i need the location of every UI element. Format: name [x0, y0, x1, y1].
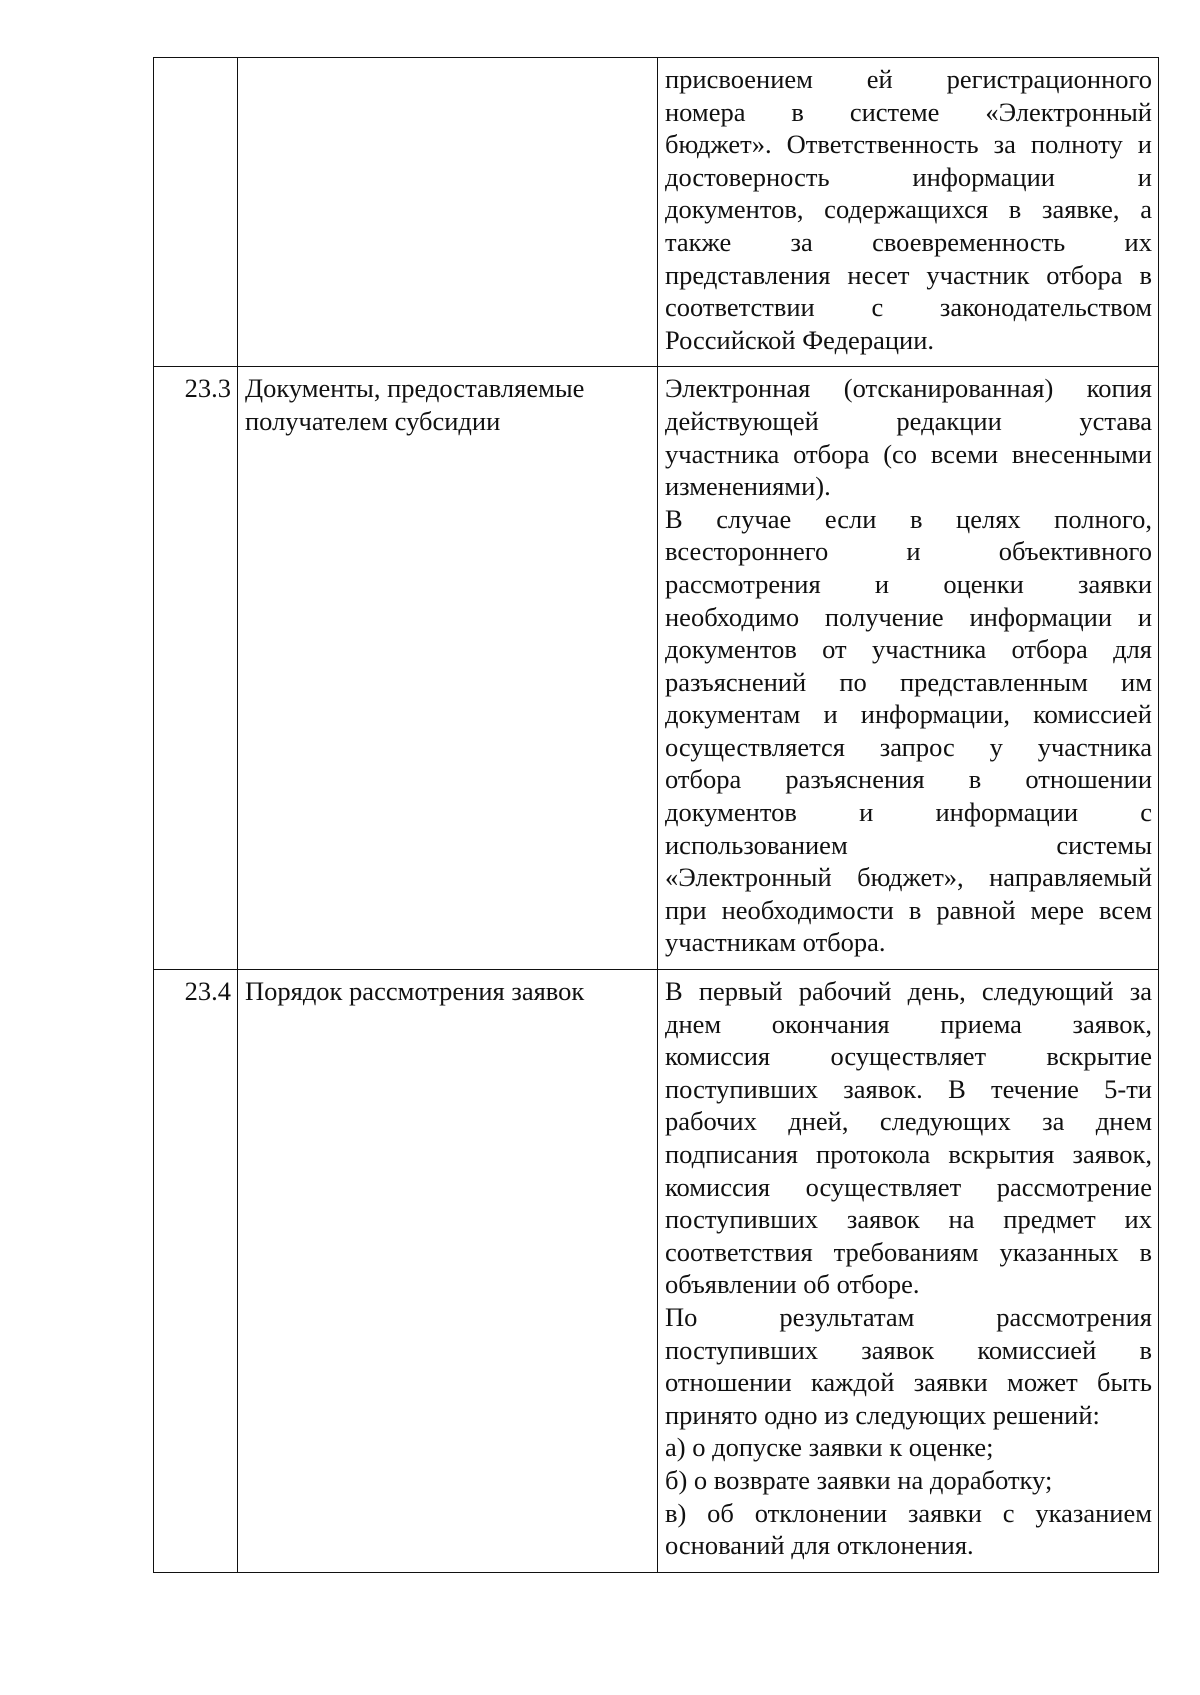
text-line: соответствия требованиям указанных в — [665, 1236, 1152, 1267]
row-description-cell — [658, 367, 1159, 970]
row-description-cell — [658, 970, 1159, 1573]
table-row-23-4 — [154, 970, 1159, 1573]
text-line: в) об отклонении заявки с указанием — [665, 1497, 1152, 1528]
text-line: участникам отбора. — [665, 927, 886, 958]
text-line: комиссия осуществляет рассмотрение — [665, 1171, 1152, 1202]
text-line: документов, содержащихся в заявке, а — [665, 194, 1152, 225]
text-line: Электронная (отсканированная) копия — [665, 373, 1152, 404]
text-line: объявлении об отборе. — [665, 1269, 920, 1300]
text-line: действующей редакции устава — [665, 405, 1152, 436]
row-number-cell: 23.4 — [154, 970, 238, 1573]
text-line: подписания протокола вскрытия заявок, — [665, 1139, 1152, 1169]
text-line: По результатам рассмотрения — [665, 1301, 1152, 1332]
row-name-cell: Порядок рассмотрения заявок — [238, 970, 658, 1573]
text-line: рассмотрения и оценки заявки — [665, 568, 1152, 599]
text-line: при необходимости в равной мере всем — [665, 894, 1152, 925]
table-row-continuation — [154, 58, 1159, 367]
text-line: соответствии с законодательством — [665, 292, 1152, 323]
text-line: а) о допуске заявки к оценке; — [665, 1432, 994, 1463]
text-line: всестороннего и объективного — [665, 536, 1152, 567]
text-line: Российской Федерации. — [665, 324, 934, 355]
text-line: рабочих дней, следующих за днем — [665, 1106, 1152, 1137]
text-line: принято одно из следующих решений: — [665, 1399, 1100, 1430]
text-line: номера в системе «Электронный — [665, 96, 1152, 127]
text-line: присвоением ей регистрационного — [665, 64, 1152, 94]
text-line: осуществляется запрос у участника — [665, 731, 1152, 762]
row-description-cell — [658, 58, 1159, 367]
text-line: отбора разъяснения в отношении — [665, 764, 1152, 795]
text-line: поступивших заявок на предмет их — [665, 1204, 1152, 1235]
text-line: В первый рабочий день, следующий за — [665, 976, 1152, 1007]
text-line: отношении каждой заявки может быть — [665, 1367, 1152, 1398]
text-line: необходимо получение информации и — [665, 601, 1152, 632]
text-line: участника отбора (со всеми внесенными — [665, 438, 1152, 469]
text-line: документов от участника отбора для — [665, 634, 1152, 665]
text-line: б) о возврате заявки на доработку; — [665, 1464, 1053, 1495]
text-line: комиссия осуществляет вскрытие — [665, 1041, 1152, 1072]
text-line: также за своевременность их — [665, 226, 1152, 257]
text-line: «Электронный бюджет», направляемый — [665, 862, 1152, 893]
text-line: использованием системы — [665, 829, 1152, 860]
table-row-23-3 — [154, 367, 1159, 970]
text-line: документам и информации, комиссией — [665, 699, 1152, 730]
text-line: бюджет». Ответственность за полноту и — [665, 129, 1152, 160]
text-line: документов и информации с — [665, 797, 1152, 828]
text-line: поступивших заявок. В течение 5-ти — [665, 1073, 1152, 1104]
row-number-cell: 23.3 — [154, 367, 238, 970]
text-line: поступивших заявок комиссией в — [665, 1334, 1152, 1365]
row-number-cell — [154, 58, 238, 367]
text-line: днем окончания приема заявок, — [665, 1008, 1152, 1039]
row-name-cell: Документы, предоставляемые получателем субсидии — [238, 367, 658, 970]
text-line: представления несет участник отбора в — [665, 259, 1152, 290]
text-line: достоверность информации и — [665, 161, 1152, 192]
text-line: В случае если в целях полного, — [665, 503, 1152, 534]
row-name-cell — [238, 58, 658, 367]
text-line: изменениями). — [665, 471, 831, 502]
text-line: разъяснений по представленным им — [665, 666, 1152, 697]
text-line: оснований для отклонения. — [665, 1530, 974, 1561]
document-table — [153, 57, 1159, 1573]
